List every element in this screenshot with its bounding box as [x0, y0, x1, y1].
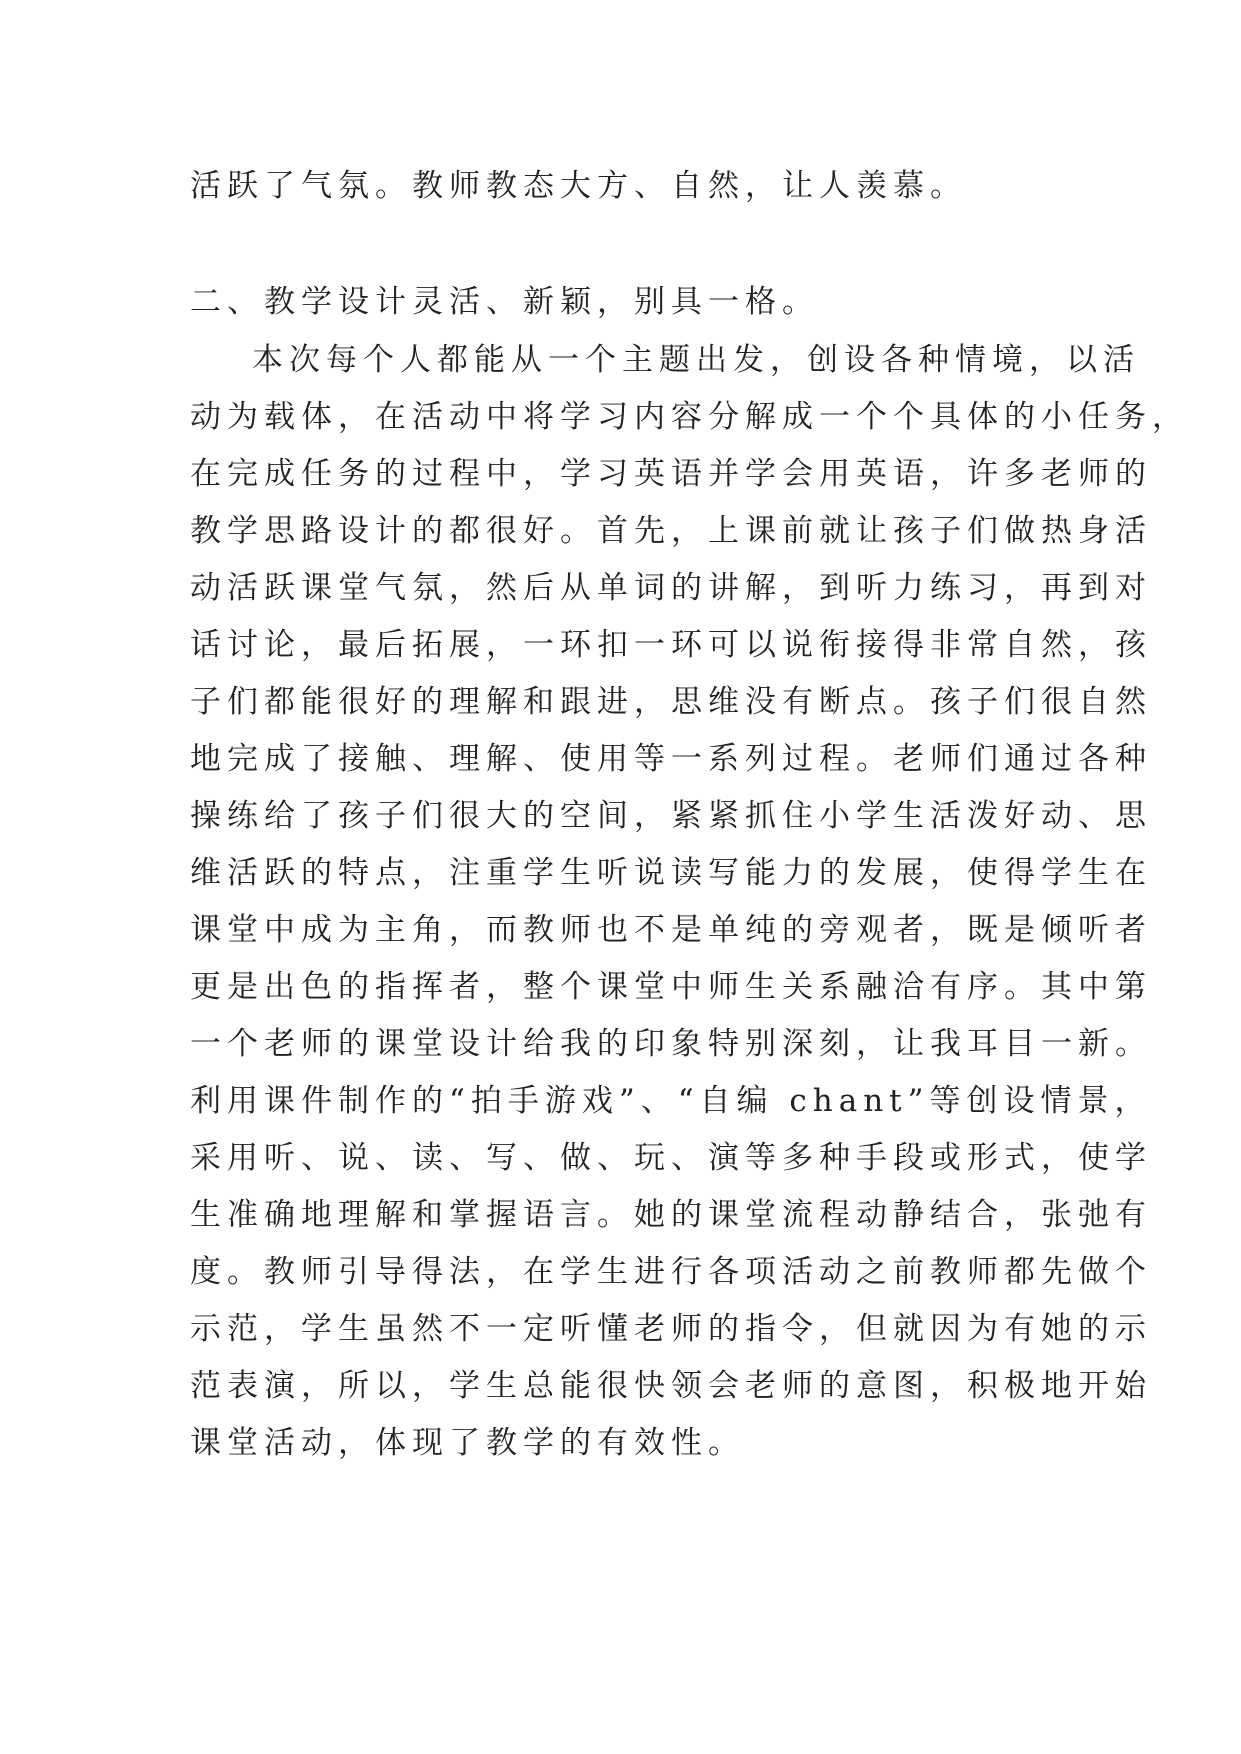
paragraph-line: 课堂中成为主角，而教师也不是单纯的旁观者，既是倾听者 [190, 912, 1152, 948]
paragraph-line: 地完成了接触、理解、使用等一系列过程。老师们通过各种 [190, 741, 1152, 777]
paragraph-line: 教学思路设计的都很好。首先，上课前就让孩子们做热身活 [190, 513, 1152, 549]
paragraph-line: 示范，学生虽然不一定听懂老师的指令，但就因为有她的示 [190, 1311, 1152, 1347]
paragraph-line: 维活跃的特点，注重学生听说读写能力的发展，使得学生在 [190, 855, 1152, 891]
paragraph-line: 本次每个人都能从一个主题出发，创设各种情境，以活 [252, 342, 1140, 378]
paragraph-line: 动活跃课堂气氛，然后从单词的讲解，到听力练习，再到对 [190, 570, 1152, 606]
paragraph-line: 在完成任务的过程中，学习英语并学会用英语，许多老师的 [190, 456, 1152, 492]
paragraph-line: 一个老师的课堂设计给我的印象特别深刻，让我耳目一新。 [190, 1026, 1152, 1062]
section-heading: 二、教学设计灵活、新颖，别具一格。 [190, 284, 819, 320]
paragraph-line: 话讨论，最后拓展，一环扣一环可以说衔接得非常自然，孩 [190, 627, 1152, 663]
paragraph-line: 范表演，所以，学生总能很快领会老师的意图，积极地开始 [190, 1368, 1152, 1404]
paragraph-line: 利用课件制作的“拍手游戏”、“自编 chant”等创设情景， [190, 1083, 1152, 1119]
paragraph-line: 生准确地理解和掌握语言。她的课堂流程动静结合，张弛有 [190, 1197, 1152, 1233]
paragraph-line: 采用听、说、读、写、做、玩、演等多种手段或形式，使学 [190, 1140, 1152, 1176]
paragraph-line: 子们都能很好的理解和跟进，思维没有断点。孩子们很自然 [190, 684, 1152, 720]
paragraph-line: 度。教师引导得法，在学生进行各项活动之前教师都先做个 [190, 1254, 1152, 1290]
paragraph-line: 课堂活动，体现了教学的有效性。 [190, 1425, 745, 1461]
paragraph-line: 更是出色的指挥者，整个课堂中师生关系融洽有序。其中第 [190, 969, 1152, 1005]
paragraph-line: 动为载体，在活动中将学习内容分解成一个个具体的小任务， [190, 399, 1189, 435]
paragraph-line: 操练给了孩子们很大的空间，紧紧抓住小学生活泼好动、思 [190, 798, 1152, 834]
opening-line: 活跃了气氛。教师教态大方、自然，让人羡慕。 [190, 168, 967, 204]
